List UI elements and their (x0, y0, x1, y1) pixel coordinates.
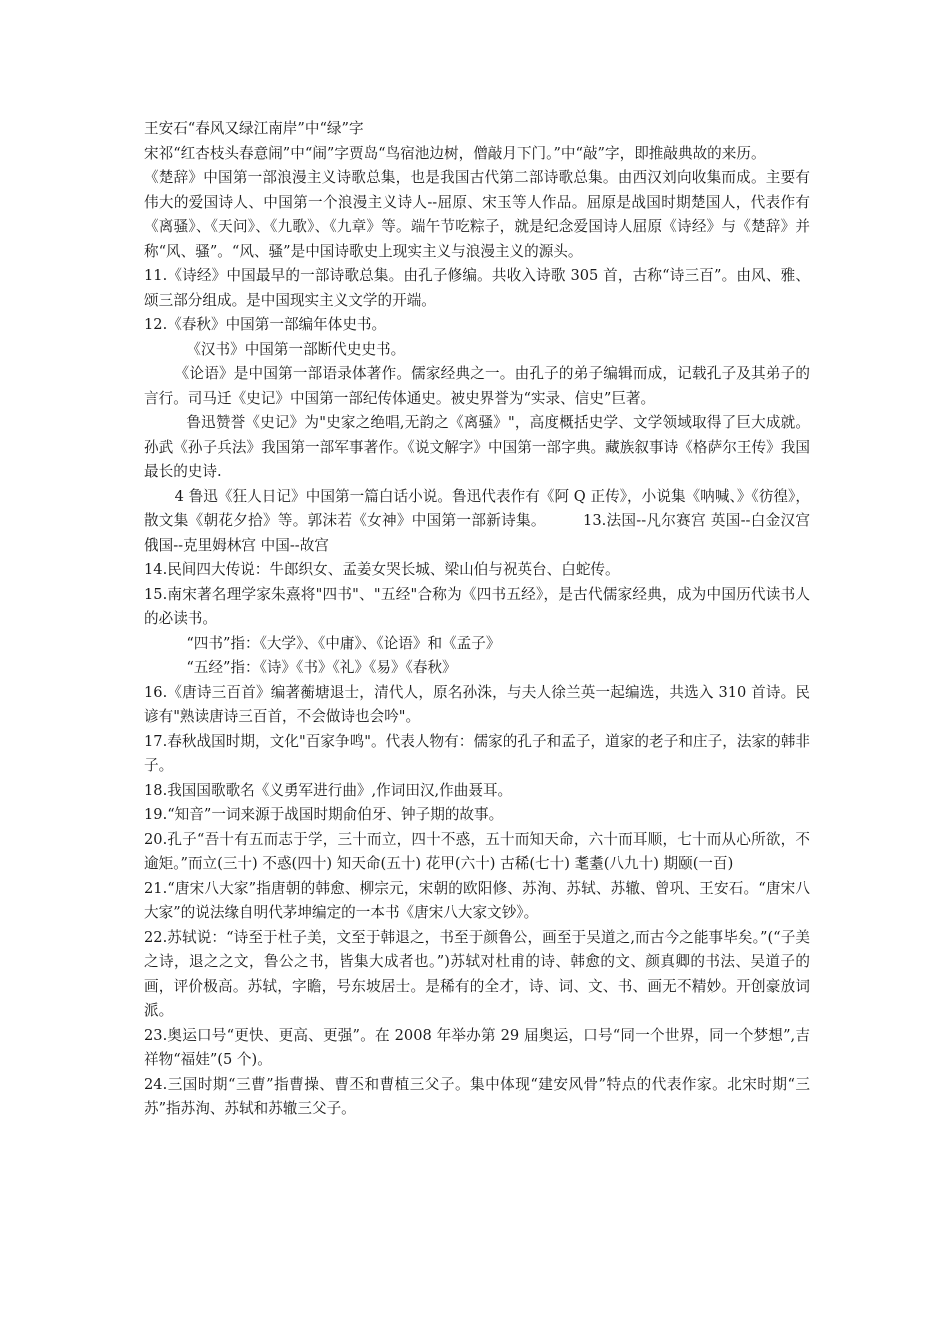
paragraph-national-anthem: 18.我国国歌歌名《义勇军进行曲》,作词田汉,作曲聂耳。 (144, 781, 513, 799)
paragraph-confucius-ages: 20.孔子“吾十有五而志于学，三十而立，四十不惑，五十而知天命，六十而耳顺，七十而从心所欲，不逾矩。”而立(三十) 不惑(四十) 知天命(五十) 花甲(六十) 古稀(七十) 耄耋(八九十) 期颐(一百) (144, 830, 810, 872)
paragraph-olympics: 23.奥运口号“更快、更高、更强”。在 2008 年举办第 29 届奥运，口号“同一个世界，同一个梦想”,吉祥物“福娃”(5 个)。 (144, 1026, 810, 1068)
paragraph-kuangren-riji: 4 鲁迅《狂人日记》中国第一篇白话小说。鲁迅代表作有《阿 Q 正传》，小说集《呐喊、》《彷徨》，散文集《朝花夕拾》等。郭沫若《女神》中国第一部新诗集。 13.法国--凡尔赛宫 英国--白金汉宫 俄国--克里姆林宫 中国--故宫 (144, 487, 810, 554)
paragraph-hanshu: 《汉书》中国第一部断代史史书。 (186, 340, 406, 358)
paragraph-su-shi: 22.苏轼说：“诗至于杜子美，文至于韩退之，书至于颜鲁公，画至于吴道之,而古今之能事毕矣。”(“子美之诗，退之之文，鲁公之书，皆集大成者也。”)苏轼对杜甫的诗、韩愈的文、颜真卿的书法、吴道子的画，评价极高。苏轼，字瞻，号东坡居士。是稀有的全才，诗、词、文、书、画无不精妙。开创豪放词派。 (144, 928, 810, 1019)
paragraph-song-qi-jia-dao: 宋祁“红杏枝头春意闹”中“闹”字贾岛“鸟宿池边树，僧敲月下门。”中“敲”字，即推敲典故的来历。 (144, 144, 766, 162)
document-page (144, 117, 810, 1122)
paragraph-sishu-wujing: 15.南宋著名理学家朱熹将"四书"、"五经"合称为《四书五经》，是古代儒家经典，成为中国历代读书人的必读书。 (144, 585, 810, 627)
paragraph-baijia: 17.春秋战国时期，文化"百家争鸣"。代表人物有：儒家的孔子和孟子，道家的老子和庄子，法家的韩非子。 (144, 732, 810, 774)
paragraph-chunqiu: 12.《春秋》中国第一部编年体史书。 (144, 316, 387, 333)
paragraph-four-legends: 14.民间四大传说：牛郎织女、孟姜女哭长城、梁山伯与祝英台、白蛇传。 (144, 561, 620, 578)
paragraph-wang-anshi: 王安石“春风又绿江南岸”中“绿”字 (144, 120, 364, 137)
paragraph-chuci: 《楚辞》中国第一部浪漫主义诗歌总集，也是我国古代第二部诗歌总集。由西汉刘向收集而成。主要有伟大的爱国诗人、中国第一个浪漫主义诗人--屈原、宋玉等人作品。屈原是战国时期楚国人，代表作有《离骚》、《天问》、《九歌》、《九章》等。端午节吃粽子，就是纪念爱国诗人屈原《诗经》与《楚辞》并称“风、骚”。“风、骚”是中国诗歌史上现实主义与浪漫主义的源头。 (144, 169, 810, 260)
paragraph-zhiyin: 19.“知音”一词来源于战国时期俞伯牙、钟子期的故事。 (144, 806, 504, 823)
paragraph-luxun-shiji: 鲁迅赞誉《史记》为"史家之绝唱,无韵之《离骚》"，高度概括史学、文学领域取得了巨大成就。孙武《孙子兵法》我国第一部军事著作。《说文解字》中国第一部字典。藏族叙事诗《格萨尔王传》我国最长的史诗. (144, 414, 810, 480)
paragraph-lunyu: 《论语》是中国第一部语录体著作。儒家经典之一。由孔子的弟子编辑而成，记载孔子及其弟子的言行。司马迁《史记》中国第一部纪传体通史。被史界誉为“实录、信史”巨著。 (144, 365, 810, 407)
paragraph-sishu: “四书”指：《大学》、《中庸》、《论语》和《孟子》 (186, 634, 501, 652)
paragraph-shijing: 11.《诗经》中国最早的一部诗歌总集。由孔子修编。共收入诗歌 305 首，古称“诗三百”。由风、雅、颂三部分组成。是中国现实主义文学的开端。 (144, 267, 810, 309)
paragraph-tang-song-eight: 21.“唐宋八大家”指唐朝的韩愈、柳宗元，宋朝的欧阳修、苏洵、苏轼、苏辙、曾巩、王安石。“唐宋八大家”的说法缘自明代茅坤编定的一本书《唐宋八大家文钞》。 (144, 879, 810, 921)
paragraph-wujing: “五经”指：《诗》《书》《礼》《易》《春秋》 (186, 659, 457, 676)
paragraph-tangshi: 16.《唐诗三百首》编著蘅塘退士，清代人，原名孙洙，与夫人徐兰英一起编选，共选入 310 首诗。民谚有"熟读唐诗三百首，不会做诗也会吟"。 (144, 683, 810, 725)
paragraph-san-cao-san-su: 24.三国时期“三曹”指曹操、曹丕和曹植三父子。集中体现“建安风骨”特点的代表作家。北宋时期“三苏”指苏洵、苏轼和苏辙三父子。 (144, 1075, 810, 1117)
